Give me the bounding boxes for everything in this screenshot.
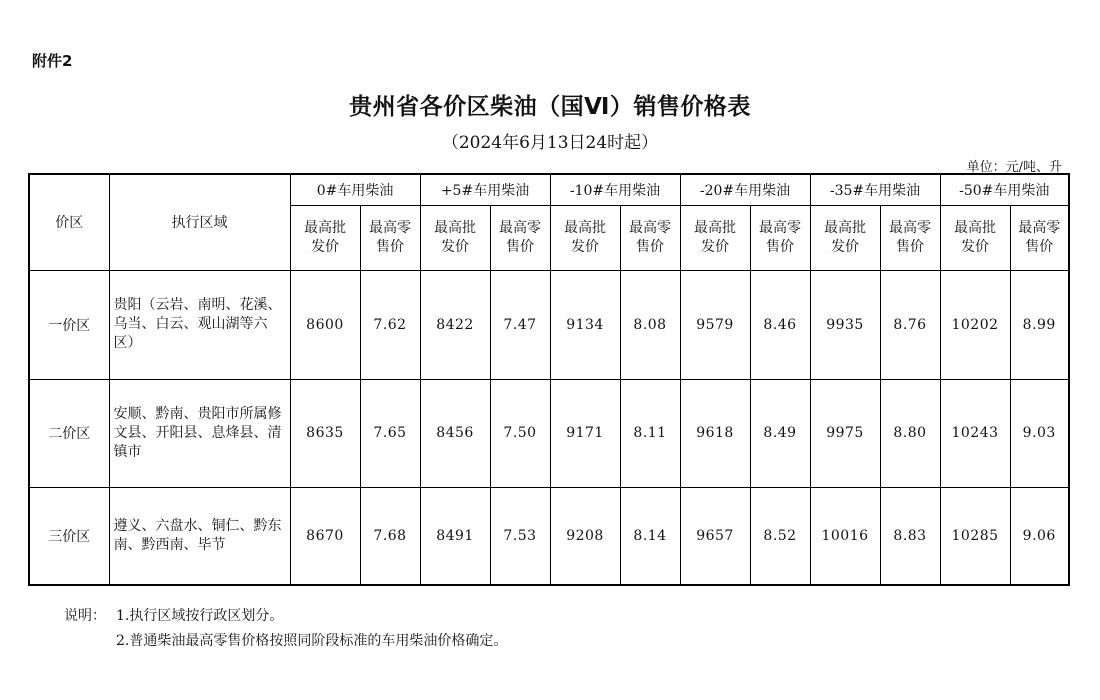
header-grade-minus35: -35#车用柴油 xyxy=(810,174,940,205)
retail-line-2: 售价 xyxy=(896,238,925,255)
retail-price-cell: 7.53 xyxy=(490,487,550,585)
retail-line-2: 售价 xyxy=(766,238,795,255)
wholesale-price-cell: 8600 xyxy=(290,270,360,379)
header-grade-plus5: +5#车用柴油 xyxy=(420,174,550,205)
wholesale-price-cell: 8456 xyxy=(420,379,490,487)
header-grade-0: 0#车用柴油 xyxy=(290,174,420,205)
retail-price-cell: 8.83 xyxy=(880,487,940,585)
zone-cell: 三价区 xyxy=(29,487,109,585)
header-retail xyxy=(490,205,550,270)
notes-section xyxy=(64,604,507,654)
header-grade-minus50: -50#车用柴油 xyxy=(940,174,1069,205)
price-table xyxy=(28,173,1070,586)
wholesale-price-cell: 10285 xyxy=(940,487,1010,585)
wholesale-line-2: 发价 xyxy=(831,238,860,255)
wholesale-price-cell: 9975 xyxy=(810,379,880,487)
effective-date: （2024年6月13日24时起） xyxy=(441,133,659,153)
wholesale-line-1: 最高批 xyxy=(694,219,737,236)
retail-price-cell: 8.08 xyxy=(620,270,680,379)
wholesale-price-cell: 9657 xyxy=(680,487,750,585)
table-row xyxy=(29,379,1069,487)
header-retail xyxy=(1010,205,1069,270)
table-row xyxy=(29,487,1069,585)
retail-line-2: 售价 xyxy=(1025,238,1054,255)
wholesale-line-1: 最高批 xyxy=(824,219,867,236)
note-item-1: 1.执行区域按行政区划分。 xyxy=(116,608,284,624)
note-line-1 xyxy=(64,604,507,629)
wholesale-line-2: 发价 xyxy=(701,238,730,255)
retail-price-cell: 8.49 xyxy=(750,379,810,487)
header-wholesale xyxy=(810,205,880,270)
header-region: 执行区域 xyxy=(109,174,290,270)
header-retail xyxy=(880,205,940,270)
header-wholesale xyxy=(940,205,1010,270)
wholesale-price-cell: 10243 xyxy=(940,379,1010,487)
retail-line-1: 最高零 xyxy=(369,219,411,236)
retail-price-cell: 8.52 xyxy=(750,487,810,585)
retail-line-1: 最高零 xyxy=(629,219,672,236)
attachment-label: 附件2 xyxy=(32,52,73,70)
header-wholesale xyxy=(550,205,620,270)
table-row xyxy=(29,270,1069,379)
note-line-2 xyxy=(64,629,507,654)
retail-line-1: 最高零 xyxy=(499,219,542,236)
retail-price-cell: 7.65 xyxy=(360,379,420,487)
region-cell: 遵义、六盘水、铜仁、黔东南、黔西南、毕节 xyxy=(109,487,290,585)
retail-line-2: 售价 xyxy=(636,238,665,255)
wholesale-line-1: 最高批 xyxy=(954,219,997,236)
wholesale-line-2: 发价 xyxy=(311,238,339,255)
header-retail xyxy=(360,205,420,270)
wholesale-price-cell: 9208 xyxy=(550,487,620,585)
retail-price-cell: 7.47 xyxy=(490,270,550,379)
wholesale-line-1: 最高批 xyxy=(564,219,607,236)
zone-cell: 二价区 xyxy=(29,379,109,487)
retail-line-1: 最高零 xyxy=(759,219,802,236)
wholesale-price-cell: 9134 xyxy=(550,270,620,379)
wholesale-price-cell: 8491 xyxy=(420,487,490,585)
wholesale-line-1: 最高批 xyxy=(434,219,477,236)
header-grade-minus20: -20#车用柴油 xyxy=(680,174,810,205)
header-wholesale xyxy=(680,205,750,270)
header-grade-minus10: -10#车用柴油 xyxy=(550,174,680,205)
retail-price-cell: 8.46 xyxy=(750,270,810,379)
retail-price-cell: 8.99 xyxy=(1010,270,1069,379)
retail-price-cell: 8.76 xyxy=(880,270,940,379)
wholesale-line-2: 发价 xyxy=(961,238,990,255)
notes-label: 说明： xyxy=(64,608,106,624)
header-retail xyxy=(750,205,810,270)
retail-price-cell: 7.50 xyxy=(490,379,550,487)
header-zone: 价区 xyxy=(29,174,109,270)
header-row-grades xyxy=(29,174,1069,205)
retail-line-2: 售价 xyxy=(506,238,535,255)
retail-price-cell: 7.62 xyxy=(360,270,420,379)
retail-line-2: 售价 xyxy=(376,238,404,255)
retail-price-cell: 8.80 xyxy=(880,379,940,487)
retail-price-cell: 8.14 xyxy=(620,487,680,585)
wholesale-price-cell: 9935 xyxy=(810,270,880,379)
retail-price-cell: 7.68 xyxy=(360,487,420,585)
page-title: 贵州省各价区柴油（国Ⅵ）销售价格表 xyxy=(349,94,751,120)
retail-price-cell: 8.11 xyxy=(620,379,680,487)
retail-line-1: 最高零 xyxy=(889,219,932,236)
wholesale-price-cell: 10016 xyxy=(810,487,880,585)
wholesale-price-cell: 9171 xyxy=(550,379,620,487)
wholesale-price-cell: 9618 xyxy=(680,379,750,487)
region-cell: 贵阳（云岩、南明、花溪、乌当、白云、观山湖等六区） xyxy=(109,270,290,379)
wholesale-price-cell: 8422 xyxy=(420,270,490,379)
wholesale-line-2: 发价 xyxy=(571,238,600,255)
note-item-2: 2.普通柴油最高零售价格按照同阶段标准的车用柴油价格确定。 xyxy=(116,633,508,649)
header-wholesale xyxy=(420,205,490,270)
wholesale-price-cell: 10202 xyxy=(940,270,1010,379)
retail-line-1: 最高零 xyxy=(1018,219,1061,236)
unit-label: 单位：元/吨、升 xyxy=(966,160,1062,175)
header-wholesale xyxy=(290,205,360,270)
zone-cell: 一价区 xyxy=(29,270,109,379)
wholesale-price-cell: 9579 xyxy=(680,270,750,379)
wholesale-line-1: 最高批 xyxy=(304,219,346,236)
wholesale-price-cell: 8670 xyxy=(290,487,360,585)
region-cell: 安顺、黔南、贵阳市所属修文县、开阳县、息烽县、清镇市 xyxy=(109,379,290,487)
header-retail xyxy=(620,205,680,270)
retail-price-cell: 9.06 xyxy=(1010,487,1069,585)
retail-price-cell: 9.03 xyxy=(1010,379,1069,487)
wholesale-price-cell: 8635 xyxy=(290,379,360,487)
wholesale-line-2: 发价 xyxy=(441,238,470,255)
